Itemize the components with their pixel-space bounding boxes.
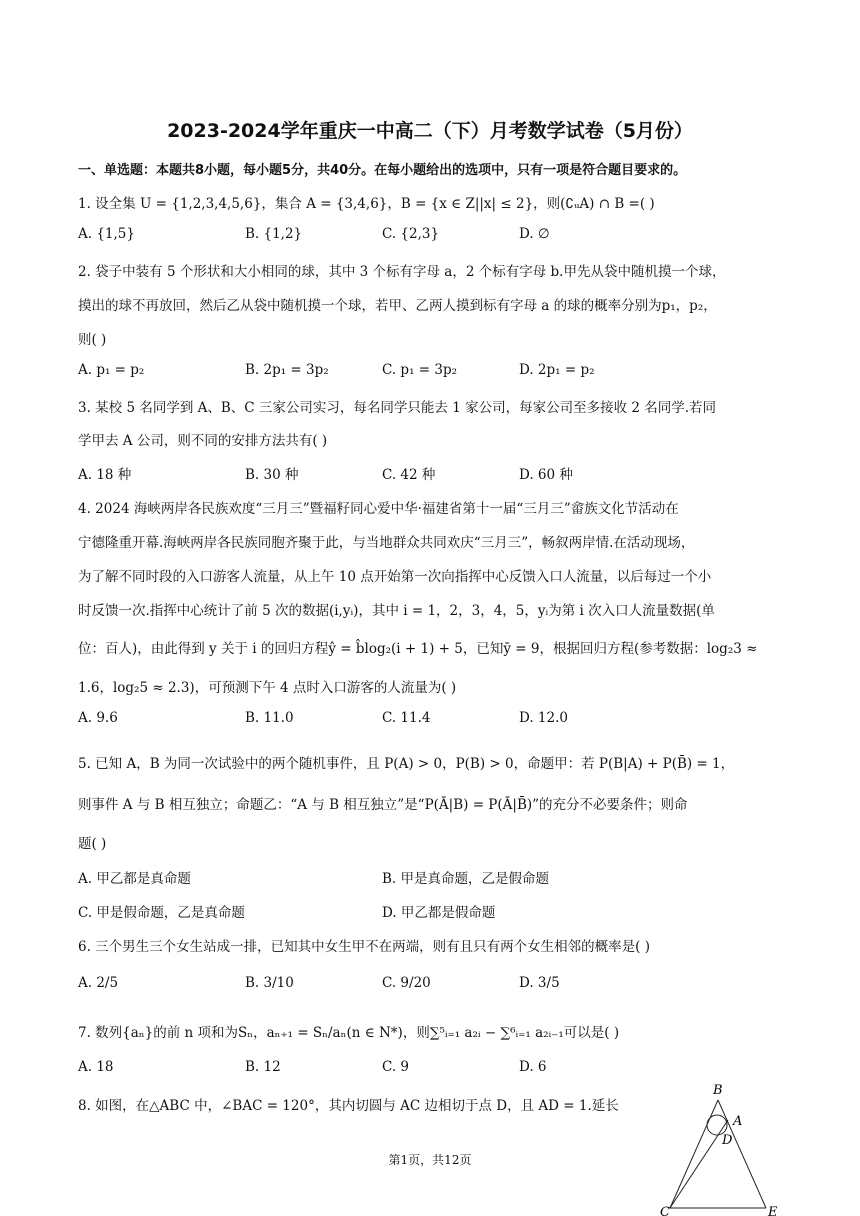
incircle xyxy=(707,1115,727,1135)
question-7-text: 7. 数列{aₙ}的前 n 项和为Sₙ，aₙ₊₁ = Sₙ/aₙ(n ∈ N*)，则∑⁵ᵢ₌₁ a₂ᵢ − ∑⁶ᵢ₌₁ a₂ᵢ₋₁可以是( ) xyxy=(78,1025,620,1041)
q3-option-d: D. 60 种 xyxy=(519,467,573,483)
q6-option-c: C. 9/20 xyxy=(382,975,431,991)
q5-option-b: B. 甲是真命题，乙是假命题 xyxy=(382,871,550,887)
page-title: 2023-2024学年重庆一中高二（下）月考数学试卷（5月份） xyxy=(167,120,693,142)
label-a: A xyxy=(733,1114,743,1129)
question-4-line: 位：百人)，由此得到 y 关于 i 的回归方程ŷ = b̂log₂(i + 1) + 5，已知ȳ = 9，根据回归方程(参考数据：log₂3 ≈ xyxy=(78,641,758,657)
q2-option-b: B. 2p₁ = 3p₂ xyxy=(245,362,329,378)
question-3-line: 3. 某校 5 名同学到 A、B、C 三家公司实习，每名同学只能去 1 家公司，每家公司至多接收 2 名同学.若同 xyxy=(78,400,717,416)
q6-option-a: A. 2/5 xyxy=(78,975,119,991)
q3-option-a: A. 18 种 xyxy=(78,467,132,483)
q5-option-c: C. 甲是假命题，乙是真命题 xyxy=(78,905,245,921)
page-footer: 第1页，共12页 xyxy=(388,1153,472,1167)
q2-option-a: A. p₁ = p₂ xyxy=(78,362,145,378)
q7-option-a: A. 18 xyxy=(78,1059,114,1075)
question-2-line: 则( ) xyxy=(78,332,107,348)
question-2-line: 摸出的球不再放回，然后乙从袋中随机摸一个球，若甲、乙两人摸到标有字母 a 的球的概率分别为p₁，p₂， xyxy=(78,298,717,314)
question-1-text: 1. 设全集 U = {1,2,3,4,5,6}，集合 A = {3,4,6}，B = {x ∈ Z||x| ≤ 2}，则(∁ᵤA) ∩ B =( ) xyxy=(78,196,655,212)
q6-option-b: B. 3/10 xyxy=(245,975,294,991)
question-4-line: 时反馈一次.指挥中心统计了前 5 次的数据(i,yᵢ)，其中 i = 1，2，3，4，5，yᵢ为第 i 次入口人流量数据(单 xyxy=(78,603,715,619)
question-6-text: 6. 三个男生三个女生站成一排，已知其中女生甲不在两端，则有且只有两个女生相邻的概率是( ) xyxy=(78,939,650,955)
section-heading: 一、单选题：本题共8小题，每小题5分，共40分。在每小题给出的选项中，只有一项是符合题目要求的。 xyxy=(78,163,687,178)
label-e: E xyxy=(768,1205,778,1216)
question-4-line: 1.6，log₂5 ≈ 2.3)，可预测下午 4 点时入口游客的人流量为( ) xyxy=(78,680,457,696)
question-2-line: 2. 袋子中装有 5 个形状和大小相同的球，其中 3 个标有字母 a，2 个标有字母 b.甲先从袋中随机摸一个球， xyxy=(78,264,726,280)
question-8-text: 8. 如图，在△ABC 中，∠BAC = 120°，其内切圆与 AC 边相切于点 D，且 AD = 1.延长 xyxy=(78,1098,619,1114)
q4-option-b: B. 11.0 xyxy=(245,710,294,726)
question-5-line: 题( ) xyxy=(78,836,107,852)
question-4-line: 4. 2024 海峡两岸各民族欢度“三月三”暨福籽同心爱中华·福建省第十一届“三月三”畲族文化节活动在 xyxy=(78,501,679,517)
question-3-line: 学甲去 A 公司，则不同的安排方法共有( ) xyxy=(78,433,328,449)
q1-option-c: C. {2,3} xyxy=(382,226,440,242)
q2-option-c: C. p₁ = 3p₂ xyxy=(382,362,458,378)
q3-option-c: C. 42 种 xyxy=(382,467,436,483)
label-b: B xyxy=(713,1083,723,1098)
label-c: C xyxy=(660,1205,670,1216)
question-5-line: 则事件 A 与 B 相互独立；命题乙：“A 与 B 相互独立”是“P(Ā|B) = P(Ā|B̄)”的充分不必要条件；则命 xyxy=(78,797,688,813)
q1-option-d: D. ∅ xyxy=(519,226,550,242)
q4-option-c: C. 11.4 xyxy=(382,710,431,726)
triangle-figure xyxy=(648,1078,788,1216)
label-d: D xyxy=(722,1133,733,1148)
q7-option-c: C. 9 xyxy=(382,1059,410,1075)
q3-option-b: B. 30 种 xyxy=(245,467,299,483)
q2-option-d: D. 2p₁ = p₂ xyxy=(519,362,595,378)
question-4-line: 为了解不同时段的入口游客人流量，从上午 10 点开始第一次向指挥中心反馈入口人流量，以后每过一个小 xyxy=(78,569,712,585)
q1-option-b: B. {1,2} xyxy=(245,226,303,242)
q5-option-d: D. 甲乙都是假命题 xyxy=(382,905,496,921)
question-4-line: 宁德隆重开幕.海峡两岸各民族同胞齐聚于此，与当地群众共同欢庆“三月三”，畅叙两岸情.在活动现场， xyxy=(78,535,695,551)
q7-option-b: B. 12 xyxy=(245,1059,281,1075)
question-5-line: 5. 已知 A，B 为同一次试验中的两个随机事件，且 P(A) > 0，P(B) > 0，命题甲：若 P(B|A) + P(B̄) = 1， xyxy=(78,756,735,772)
q5-option-a: A. 甲乙都是真命题 xyxy=(78,871,191,887)
q1-option-a: A. {1,5} xyxy=(78,226,135,242)
q6-option-d: D. 3/5 xyxy=(519,975,560,991)
q4-option-d: D. 12.0 xyxy=(519,710,568,726)
q7-option-d: D. 6 xyxy=(519,1059,547,1075)
q4-option-a: A. 9.6 xyxy=(78,710,118,726)
